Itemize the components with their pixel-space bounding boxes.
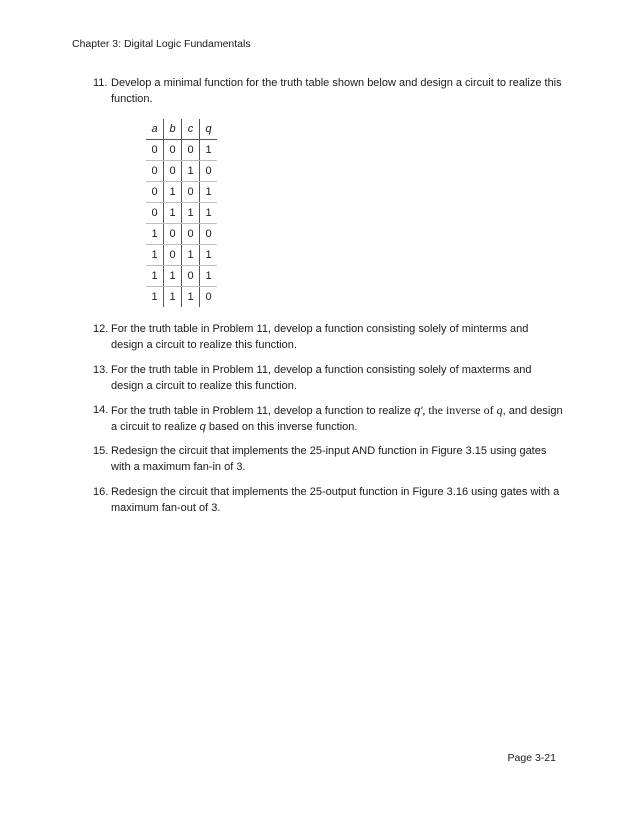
cell-q: 1 bbox=[200, 245, 218, 266]
cell-b: 1 bbox=[164, 182, 182, 203]
problem-12 bbox=[93, 321, 563, 353]
page-number: Page 3-21 bbox=[507, 752, 556, 764]
cell-q: 1 bbox=[200, 266, 218, 287]
problem-text: For the truth table in Problem 11, develop a function consisting solely of minterms and design a circuit to realize this function. bbox=[111, 323, 529, 351]
cell-b: 1 bbox=[164, 287, 182, 308]
truth-table-header-row bbox=[146, 119, 217, 140]
table-row bbox=[146, 182, 217, 203]
problem-number: 14. bbox=[93, 404, 109, 416]
cell-a: 1 bbox=[146, 245, 164, 266]
problem-number: 12. bbox=[93, 323, 109, 335]
cell-q: 1 bbox=[200, 140, 218, 161]
problem-16 bbox=[93, 484, 563, 516]
cell-c: 1 bbox=[182, 161, 200, 182]
cell-a: 0 bbox=[146, 161, 164, 182]
cell-c: 0 bbox=[182, 266, 200, 287]
cell-b: 1 bbox=[164, 266, 182, 287]
problem-text-part: based on this inverse function. bbox=[205, 421, 358, 433]
cell-b: 0 bbox=[164, 224, 182, 245]
problem-number: 15. bbox=[93, 445, 109, 457]
header-c: c bbox=[182, 119, 200, 140]
cell-q: 0 bbox=[200, 161, 218, 182]
cell-q: 0 bbox=[200, 287, 218, 308]
cell-q: 1 bbox=[200, 203, 218, 224]
table-row bbox=[146, 140, 217, 161]
header-q: q bbox=[200, 119, 218, 140]
cell-a: 0 bbox=[146, 140, 164, 161]
table-row bbox=[146, 245, 217, 266]
problem-text: Redesign the circuit that implements the 25-output function in Figure 3.16 using gates with a maximum fan-out of 3. bbox=[111, 486, 560, 514]
problem-text: For the truth table in Problem 11, develop a function consisting solely of maxterms and design a circuit to realize this function. bbox=[111, 364, 532, 392]
problem-15 bbox=[93, 443, 563, 475]
cell-q: 1 bbox=[200, 182, 218, 203]
problem-11 bbox=[93, 75, 563, 107]
cell-a: 0 bbox=[146, 203, 164, 224]
table-row bbox=[146, 224, 217, 245]
problem-13 bbox=[93, 362, 563, 394]
page-header: Chapter 3: Digital Logic Fundamentals bbox=[72, 38, 251, 50]
problem-number: 11. bbox=[93, 77, 108, 89]
table-row bbox=[146, 161, 217, 182]
problem-text: Develop a minimal function for the truth table shown below and design a circuit to realize this function. bbox=[111, 77, 562, 105]
table-row bbox=[146, 203, 217, 224]
truth-table bbox=[146, 119, 217, 307]
variable-q-prime: q' bbox=[414, 405, 423, 417]
problem-text: Redesign the circuit that implements the 25-input AND function in Figure 3.15 using gates with a maximum fan-in of 3. bbox=[111, 445, 547, 473]
variable-q: q bbox=[199, 421, 206, 433]
cell-q: 0 bbox=[200, 224, 218, 245]
problem-14 bbox=[93, 402, 563, 435]
cell-c: 1 bbox=[182, 287, 200, 308]
cell-a: 1 bbox=[146, 266, 164, 287]
cell-a: 0 bbox=[146, 182, 164, 203]
cell-c: 0 bbox=[182, 140, 200, 161]
table-row bbox=[146, 287, 217, 308]
cell-c: 0 bbox=[182, 182, 200, 203]
header-b: b bbox=[164, 119, 182, 140]
table-row bbox=[146, 266, 217, 287]
variable-q: q bbox=[496, 403, 503, 417]
cell-b: 1 bbox=[164, 203, 182, 224]
problem-number: 16. bbox=[93, 486, 109, 498]
problem-text bbox=[111, 402, 563, 435]
cell-a: 1 bbox=[146, 224, 164, 245]
problem-text-part: For the truth table in Problem 11, develop a function to realize bbox=[111, 405, 415, 417]
problem-number: 13. bbox=[93, 364, 109, 376]
cell-b: 0 bbox=[164, 161, 182, 182]
cell-b: 0 bbox=[164, 140, 182, 161]
cell-c: 1 bbox=[182, 203, 200, 224]
problem-text-part: , and design a circuit to realize bbox=[111, 405, 563, 433]
cell-b: 0 bbox=[164, 245, 182, 266]
cell-c: 1 bbox=[182, 245, 200, 266]
cell-a: 1 bbox=[151, 291, 158, 303]
header-a: a bbox=[146, 119, 164, 140]
cell-c: 0 bbox=[182, 224, 200, 245]
problem-text-part: , the inverse of bbox=[422, 403, 497, 417]
